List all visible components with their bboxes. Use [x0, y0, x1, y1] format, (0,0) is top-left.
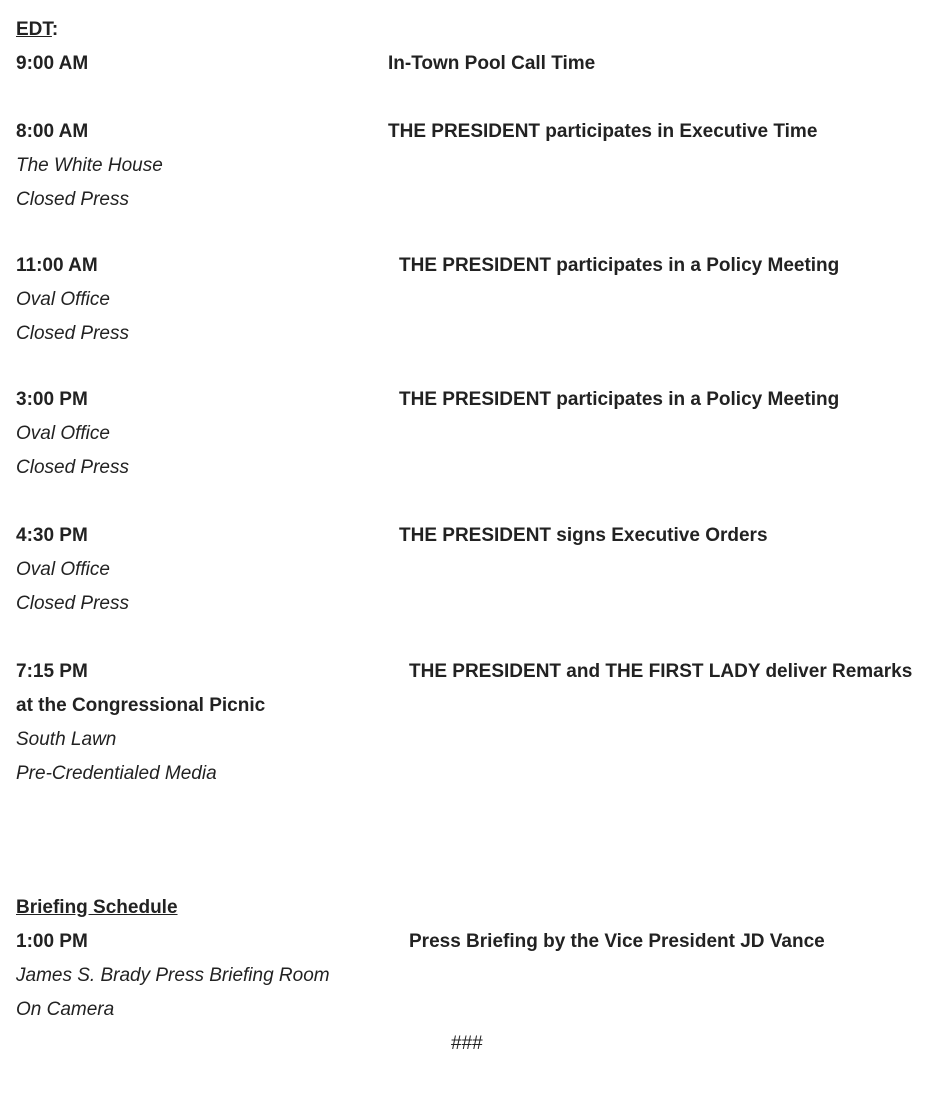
briefing-coverage: On Camera: [16, 999, 115, 1020]
end-mark: ###: [451, 1033, 483, 1054]
event-time: 11:00 AM: [16, 255, 98, 276]
event-location: Oval Office: [16, 289, 110, 310]
event-location: Oval Office: [16, 559, 110, 580]
event-coverage: Pre-Credentialed Media: [16, 763, 217, 784]
event-coverage: Closed Press: [16, 457, 129, 478]
timezone-label: EDT: [16, 19, 52, 40]
timezone-heading: [16, 18, 58, 42]
event-time: 9:00 AM: [16, 53, 89, 74]
event-title: THE PRESIDENT and THE FIRST LADY deliver Remarks: [409, 661, 913, 682]
event-coverage: Closed Press: [16, 323, 129, 344]
event-title: THE PRESIDENT signs Executive Orders: [399, 525, 768, 546]
event-coverage: Closed Press: [16, 593, 129, 614]
event-time: 8:00 AM: [16, 121, 89, 142]
event-location: Oval Office: [16, 423, 110, 444]
briefing-location: James S. Brady Press Briefing Room: [16, 965, 330, 986]
event-coverage: Closed Press: [16, 189, 129, 210]
briefing-title: Press Briefing by the Vice President JD Vance: [409, 931, 825, 952]
event-title: In-Town Pool Call Time: [388, 53, 596, 74]
event-title: THE PRESIDENT participates in a Policy Meeting: [399, 389, 840, 410]
event-time: 3:00 PM: [16, 389, 88, 410]
event-title: THE PRESIDENT participates in a Policy Meeting: [399, 255, 840, 276]
event-title-continued: at the Congressional Picnic: [16, 695, 266, 716]
briefing-time: 1:00 PM: [16, 931, 88, 952]
event-time: 4:30 PM: [16, 525, 88, 546]
event-time: 7:15 PM: [16, 661, 88, 682]
event-title: THE PRESIDENT participates in Executive Time: [388, 121, 818, 142]
briefing-heading: Briefing Schedule: [16, 897, 178, 918]
event-location: The White House: [16, 155, 163, 176]
event-location: South Lawn: [16, 729, 117, 750]
timezone-colon: :: [51, 19, 59, 40]
